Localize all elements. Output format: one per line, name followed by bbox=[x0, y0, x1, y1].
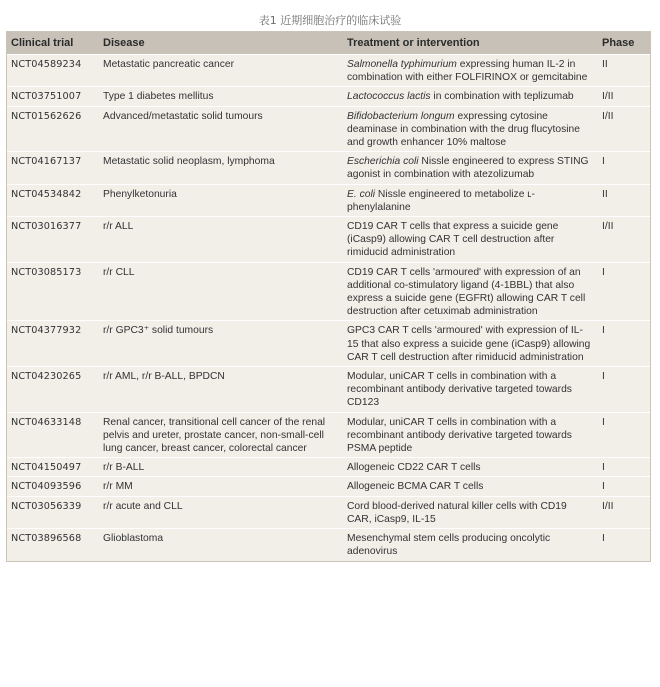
cell-treatment bbox=[343, 87, 598, 106]
treatment-text: Modular, uniCAR T cells in combination with a recombinant antibody derivative targeted towards CD123 bbox=[347, 371, 572, 409]
cell-treatment bbox=[343, 367, 598, 413]
table-row bbox=[7, 87, 650, 106]
treatment-text: Cord blood-derived natural killer cells with CD19 CAR, iCasp9, IL-15 bbox=[347, 500, 567, 525]
treatment-organism: Bifidobacterium longum bbox=[347, 110, 455, 122]
cell-disease: r/r ALL bbox=[99, 217, 343, 263]
cell-disease: r/r acute and CLL bbox=[99, 496, 343, 528]
cell-disease: Renal cancer, transitional cell cancer of the renal pelvis and ureter, prostate cancer, non-small-cell lung cancer, breast cancer, colorectal cancer bbox=[99, 412, 343, 458]
table-row bbox=[7, 152, 650, 184]
treatment-text: Modular, uniCAR T cells in combination with a recombinant antibody derivative targeted towards PSMA peptide bbox=[347, 416, 572, 455]
table-row bbox=[7, 496, 650, 528]
table-row bbox=[7, 529, 650, 561]
header-phase: Phase bbox=[598, 32, 650, 55]
cell-disease: r/r B-ALL bbox=[99, 458, 343, 477]
table-row bbox=[7, 321, 650, 367]
cell-disease: Advanced/metastatic solid tumours bbox=[99, 106, 343, 152]
cell-clinical-trial: NCT04589234 bbox=[7, 55, 99, 87]
cell-treatment bbox=[343, 477, 598, 496]
cell-phase: I/II bbox=[598, 217, 650, 263]
cell-disease: r/r MM bbox=[99, 477, 343, 496]
cell-treatment bbox=[343, 152, 598, 184]
table-row bbox=[7, 458, 650, 477]
cell-disease: Metastatic solid neoplasm, lymphoma bbox=[99, 152, 343, 184]
cell-phase: I bbox=[598, 367, 650, 413]
table bbox=[7, 32, 650, 561]
cell-clinical-trial: NCT04534842 bbox=[7, 184, 99, 216]
cell-treatment bbox=[343, 217, 598, 263]
table-row bbox=[7, 55, 650, 87]
cell-disease: r/r CLL bbox=[99, 262, 343, 321]
cell-clinical-trial: NCT04093596 bbox=[7, 477, 99, 496]
cell-clinical-trial: NCT03085173 bbox=[7, 262, 99, 321]
cell-clinical-trial: NCT03056339 bbox=[7, 496, 99, 528]
cell-clinical-trial: NCT04633148 bbox=[7, 412, 99, 458]
table-row bbox=[7, 262, 650, 321]
cell-clinical-trial: NCT03751007 bbox=[7, 87, 99, 106]
treatment-text: in combination with teplizumab bbox=[430, 91, 574, 103]
cell-disease: Phenylketonuria bbox=[99, 184, 343, 216]
cell-phase: I bbox=[598, 458, 650, 477]
cell-treatment bbox=[343, 496, 598, 528]
table-row bbox=[7, 184, 650, 216]
cell-phase: I/II bbox=[598, 106, 650, 152]
clinical-trials-table bbox=[6, 31, 651, 562]
cell-clinical-trial: NCT04377932 bbox=[7, 321, 99, 367]
cell-clinical-trial: NCT04150497 bbox=[7, 458, 99, 477]
cell-clinical-trial: NCT01562626 bbox=[7, 106, 99, 152]
table-caption: 表1 近期细胞治疗的临床试验 bbox=[258, 14, 402, 27]
cell-treatment bbox=[343, 458, 598, 477]
cell-disease: Type 1 diabetes mellitus bbox=[99, 87, 343, 106]
treatment-text: expressing cytosine deaminase in combination with the drug flucytosine and growth enhancer 10% maltose bbox=[347, 110, 580, 149]
cell-treatment bbox=[343, 412, 598, 458]
treatment-organism: Salmonella typhimurium bbox=[347, 59, 457, 70]
treatment-text: Allogeneic BCMA CAR T cells bbox=[347, 481, 484, 493]
cell-treatment bbox=[343, 529, 598, 561]
cell-phase: II bbox=[598, 55, 650, 87]
treatment-organism: Escherichia coli bbox=[347, 156, 419, 168]
cell-disease: r/r AML, r/r B-ALL, BPDCN bbox=[99, 367, 343, 413]
table-row bbox=[7, 477, 650, 496]
cell-treatment bbox=[343, 321, 598, 367]
table-row bbox=[7, 217, 650, 263]
cell-phase: I/II bbox=[598, 87, 650, 106]
cell-clinical-trial: NCT03016377 bbox=[7, 217, 99, 263]
header-clinical-trial: Clinical trial bbox=[7, 32, 99, 55]
treatment-text: Allogeneic CD22 CAR T cells bbox=[347, 462, 481, 474]
cell-treatment bbox=[343, 184, 598, 216]
cell-phase: I bbox=[598, 152, 650, 184]
treatment-text: Nissle engineered to metabolize ʟ-phenylalanine bbox=[347, 188, 535, 213]
treatment-text: Nissle engineered to express STING agonist in combination with atezolizumab bbox=[347, 156, 589, 181]
cell-treatment bbox=[343, 55, 598, 87]
cell-phase: I bbox=[598, 529, 650, 561]
cell-phase: I bbox=[598, 321, 650, 367]
cell-phase: I bbox=[598, 262, 650, 321]
cell-clinical-trial: NCT04230265 bbox=[7, 367, 99, 413]
header-treatment: Treatment or intervention bbox=[343, 32, 598, 55]
cell-treatment bbox=[343, 106, 598, 152]
table-row bbox=[7, 106, 650, 152]
cell-phase: I/II bbox=[598, 496, 650, 528]
treatment-organism: Lactococcus lactis bbox=[347, 91, 431, 103]
header-row bbox=[7, 32, 650, 55]
cell-clinical-trial: NCT04167137 bbox=[7, 152, 99, 184]
cell-phase: II bbox=[598, 184, 650, 216]
cell-treatment bbox=[343, 262, 598, 321]
treatment-text: expressing human IL-2 in combination with either FOLFIRINOX or gemcitabine bbox=[347, 59, 588, 84]
treatment-text: GPC3 CAR T cells 'armoured' with expression of IL-15 that also express a suicide gene (iCasp9) allowing CAR T cell destruction after rimiducid administration bbox=[347, 325, 591, 363]
cell-phase: I bbox=[598, 477, 650, 496]
cell-disease: r/r GPC3⁺ solid tumours bbox=[99, 321, 343, 367]
cell-phase: I bbox=[598, 412, 650, 458]
table-header bbox=[7, 32, 650, 55]
treatment-organism: E. coli bbox=[347, 188, 376, 200]
cell-disease: Glioblastoma bbox=[99, 529, 343, 561]
table-row bbox=[7, 412, 650, 458]
treatment-text: CD19 CAR T cells 'armoured' with expression of an additional co-stimulatory ligand (4-1BBL) that also express a suicide gene (EGFRt) allowing CAR T cell destruction after cetuximab administration bbox=[347, 266, 586, 318]
header-disease: Disease bbox=[99, 32, 343, 55]
treatment-text: Mesenchymal stem cells producing oncolytic adenovirus bbox=[347, 533, 551, 558]
table-row bbox=[7, 367, 650, 413]
cell-clinical-trial: NCT03896568 bbox=[7, 529, 99, 561]
table-body bbox=[7, 55, 650, 561]
treatment-text: CD19 CAR T cells that express a suicide gene (iCasp9) allowing CAR T cell destruction after rimiducid administration bbox=[347, 221, 559, 259]
cell-disease: Metastatic pancreatic cancer bbox=[99, 55, 343, 87]
